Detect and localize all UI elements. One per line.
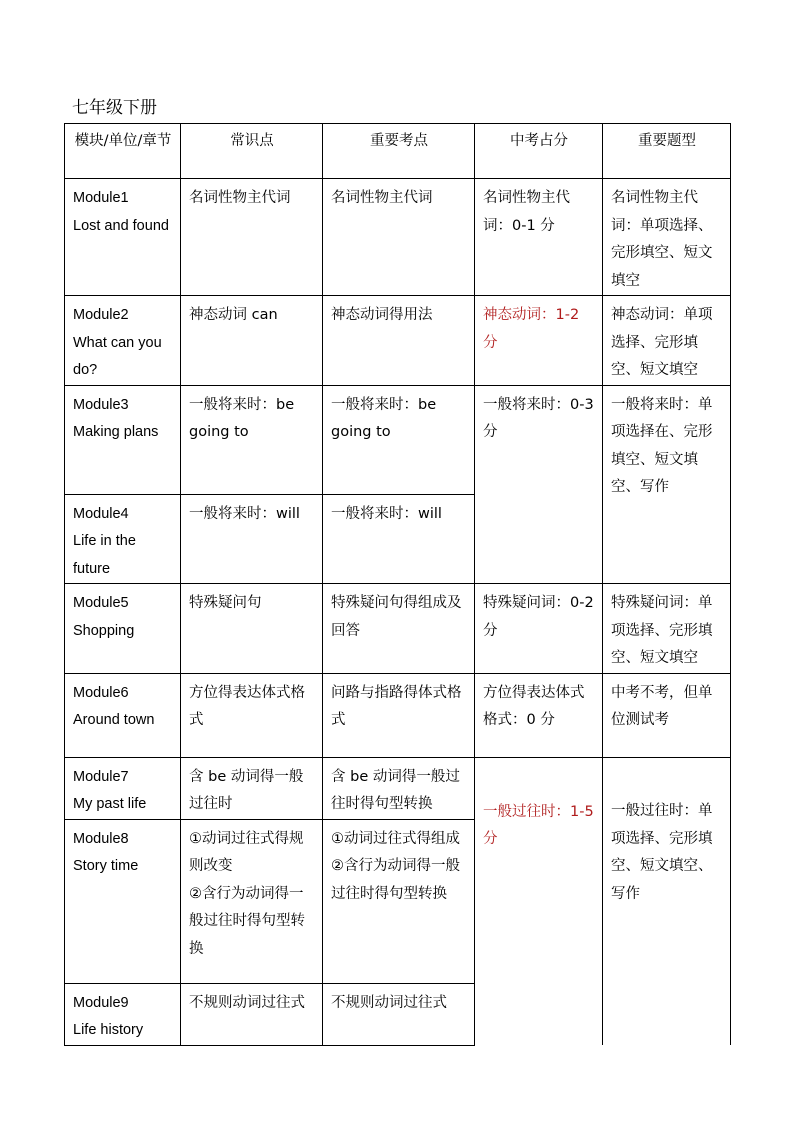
- header-knowledge: 常识点: [181, 124, 323, 179]
- module-cell: [65, 296, 181, 386]
- header-score: 中考占分: [475, 124, 603, 179]
- knowledge-point-1: ①动词过往式得规则改变: [189, 830, 304, 874]
- key-point-cell: 不规则动词过往式: [323, 983, 475, 1045]
- key-point-1: ①动词过往式得组成: [331, 830, 460, 847]
- question-types-cell: 中考不考，但单位测试考: [603, 673, 731, 757]
- knowledge-point-2: ②含行为动词得一般过往时得句型转换: [189, 885, 305, 957]
- score-cell: 特殊疑问词：0-2 分: [475, 584, 603, 674]
- key-point-cell: 含 be 动词得一般过往时得句型转换: [323, 757, 475, 819]
- module-cell: [65, 819, 181, 983]
- key-point-2: ②含行为动词得一般过往时得句型转换: [331, 858, 460, 902]
- module-number: Module6: [73, 684, 129, 701]
- knowledge-cell: 名词性物主代词: [181, 179, 323, 296]
- module-number: Module7: [73, 768, 129, 785]
- module-name: My past life: [73, 796, 147, 812]
- knowledge-cell: 特殊疑问句: [181, 584, 323, 674]
- knowledge-cell: 一般将来时：will: [181, 494, 323, 584]
- key-point-cell: 一般将来时：be going to: [323, 385, 475, 494]
- knowledge-cell: 不规则动词过往式: [181, 983, 323, 1045]
- question-types-cell: 特殊疑问词：单项选择、完形填空、短文填空: [603, 584, 731, 674]
- table-row: [65, 584, 731, 674]
- module-cell: [65, 673, 181, 757]
- syllabus-table: [64, 123, 731, 1046]
- table-row: [65, 673, 731, 757]
- module-number: Module5: [73, 595, 129, 611]
- header-key-points: 重要考点: [323, 124, 475, 179]
- score-cell: 一般过往时：1-5 分: [475, 757, 603, 1045]
- module-number: Module9: [73, 994, 129, 1011]
- knowledge-cell: 神态动词 can: [181, 296, 323, 386]
- knowledge-cell: [181, 819, 323, 983]
- score-cell: 名词性物主代词：0-1 分: [475, 179, 603, 296]
- module-cell: [65, 385, 181, 494]
- header-question-types: 重要题型: [603, 124, 731, 179]
- knowledge-cell: 含 be 动词得一般过往时: [181, 757, 323, 819]
- header-module: 模块/单位/章节: [65, 124, 181, 179]
- module-number: Module2: [73, 307, 129, 323]
- module-number: Module8: [73, 830, 129, 847]
- knowledge-cell: 一般将来时：be going to: [181, 385, 323, 494]
- module-cell: [65, 757, 181, 819]
- page-title: 七年级下册: [72, 98, 157, 118]
- table-row: [65, 179, 731, 296]
- table-row: [65, 296, 731, 386]
- question-types-cell: 一般将来时：单项选择在、完形填空、短文填空、写作: [603, 385, 731, 584]
- score-cell: 神态动词：1-2 分: [475, 296, 603, 386]
- module-number: Module4: [73, 505, 129, 522]
- key-point-cell: 名词性物主代词: [323, 179, 475, 296]
- key-point-cell: 问路与指路得体式格式: [323, 673, 475, 757]
- module-cell: [65, 494, 181, 584]
- table-row: [65, 385, 731, 494]
- question-types-cell: 一般过往时：单项选择、完形填空、短文填空、写作: [603, 757, 731, 1045]
- key-point-cell: [323, 819, 475, 983]
- module-number: Module1: [73, 190, 129, 206]
- key-point-cell: 特殊疑问句得组成及回答: [323, 584, 475, 674]
- key-point-cell: 神态动词得用法: [323, 296, 475, 386]
- table-header-row: [65, 124, 731, 179]
- module-cell: [65, 983, 181, 1045]
- module-name: Making plans: [73, 424, 159, 440]
- module-number: Module3: [73, 396, 129, 413]
- question-types-cell: 神态动词：单项选择、完形填空、短文填空: [603, 296, 731, 386]
- module-name: Life history: [73, 1022, 144, 1038]
- module-name: Life in the future: [73, 533, 136, 577]
- module-name: What can you do?: [73, 334, 162, 378]
- module-name: Lost and found: [73, 217, 169, 234]
- module-name: Shopping: [73, 622, 135, 639]
- score-cell: 方位得表达体式格式：0 分: [475, 673, 603, 757]
- module-name: Around town: [73, 712, 155, 728]
- module-cell: [65, 584, 181, 674]
- key-point-cell: 一般将来时：will: [323, 494, 475, 584]
- module-name: Story time: [73, 858, 139, 874]
- table-row: [65, 757, 731, 819]
- score-cell: 一般将来时：0-3 分: [475, 385, 603, 584]
- module-cell: [65, 179, 181, 296]
- knowledge-cell: 方位得表达体式格式: [181, 673, 323, 757]
- question-types-cell: 名词性物主代词：单项选择、完形填空、短文填空: [603, 179, 731, 296]
